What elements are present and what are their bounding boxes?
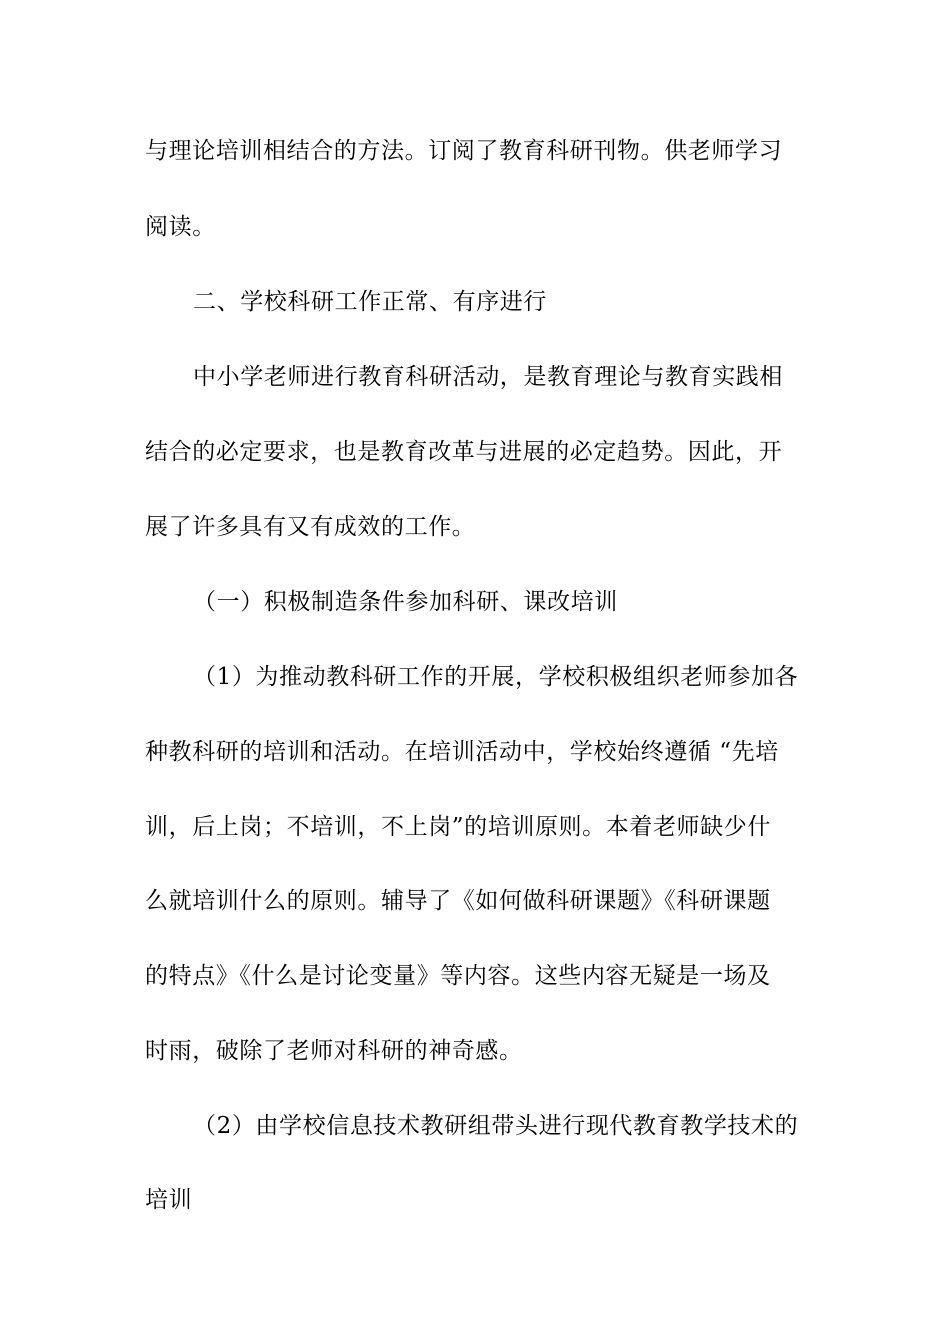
section-heading: 二、学校科研工作正常、有序进行 [193, 289, 547, 315]
text-line: 阅读。 [145, 214, 216, 240]
subsection-heading: （一）积极制造条件参加科研、课改培训 [193, 589, 618, 615]
text-line: 训，后上岗；不培训，不上岗”的培训原则。本着老师缺少什 [145, 814, 771, 840]
text-line: 展了许多具有又有成效的工作。 [145, 514, 476, 540]
text-line: 与理论培训相结合的方法。订阅了教育科研刊物。供老师学习 [145, 138, 783, 164]
text-line: 培训 [145, 1187, 193, 1213]
text-line: 时雨，破除了老师对科研的神奇感。 [145, 1038, 523, 1064]
text-line: 中小学老师进行教育科研活动，是教育理论与教育实践相 [193, 364, 783, 390]
text-line: 的特点》《什么是讨论变量》等内容。这些内容无疑是一场及 [145, 963, 771, 989]
text-line: （2）由学校信息技术教研组带头进行现代教育教学技术的 [193, 1113, 799, 1139]
text-line: （1）为推动教科研工作的开展，学校积极组织老师参加各 [193, 664, 799, 690]
text-line: 结合的必定要求，也是教育改革与进展的必定趋势。因此，开 [145, 439, 783, 465]
text-line: 种教科研的培训和活动。在培训活动中，学校始终遵循 “先培 [145, 739, 779, 765]
text-line: 么就培训什么的原则。辅导了《如何做科研课题》《科研课题 [145, 888, 771, 914]
